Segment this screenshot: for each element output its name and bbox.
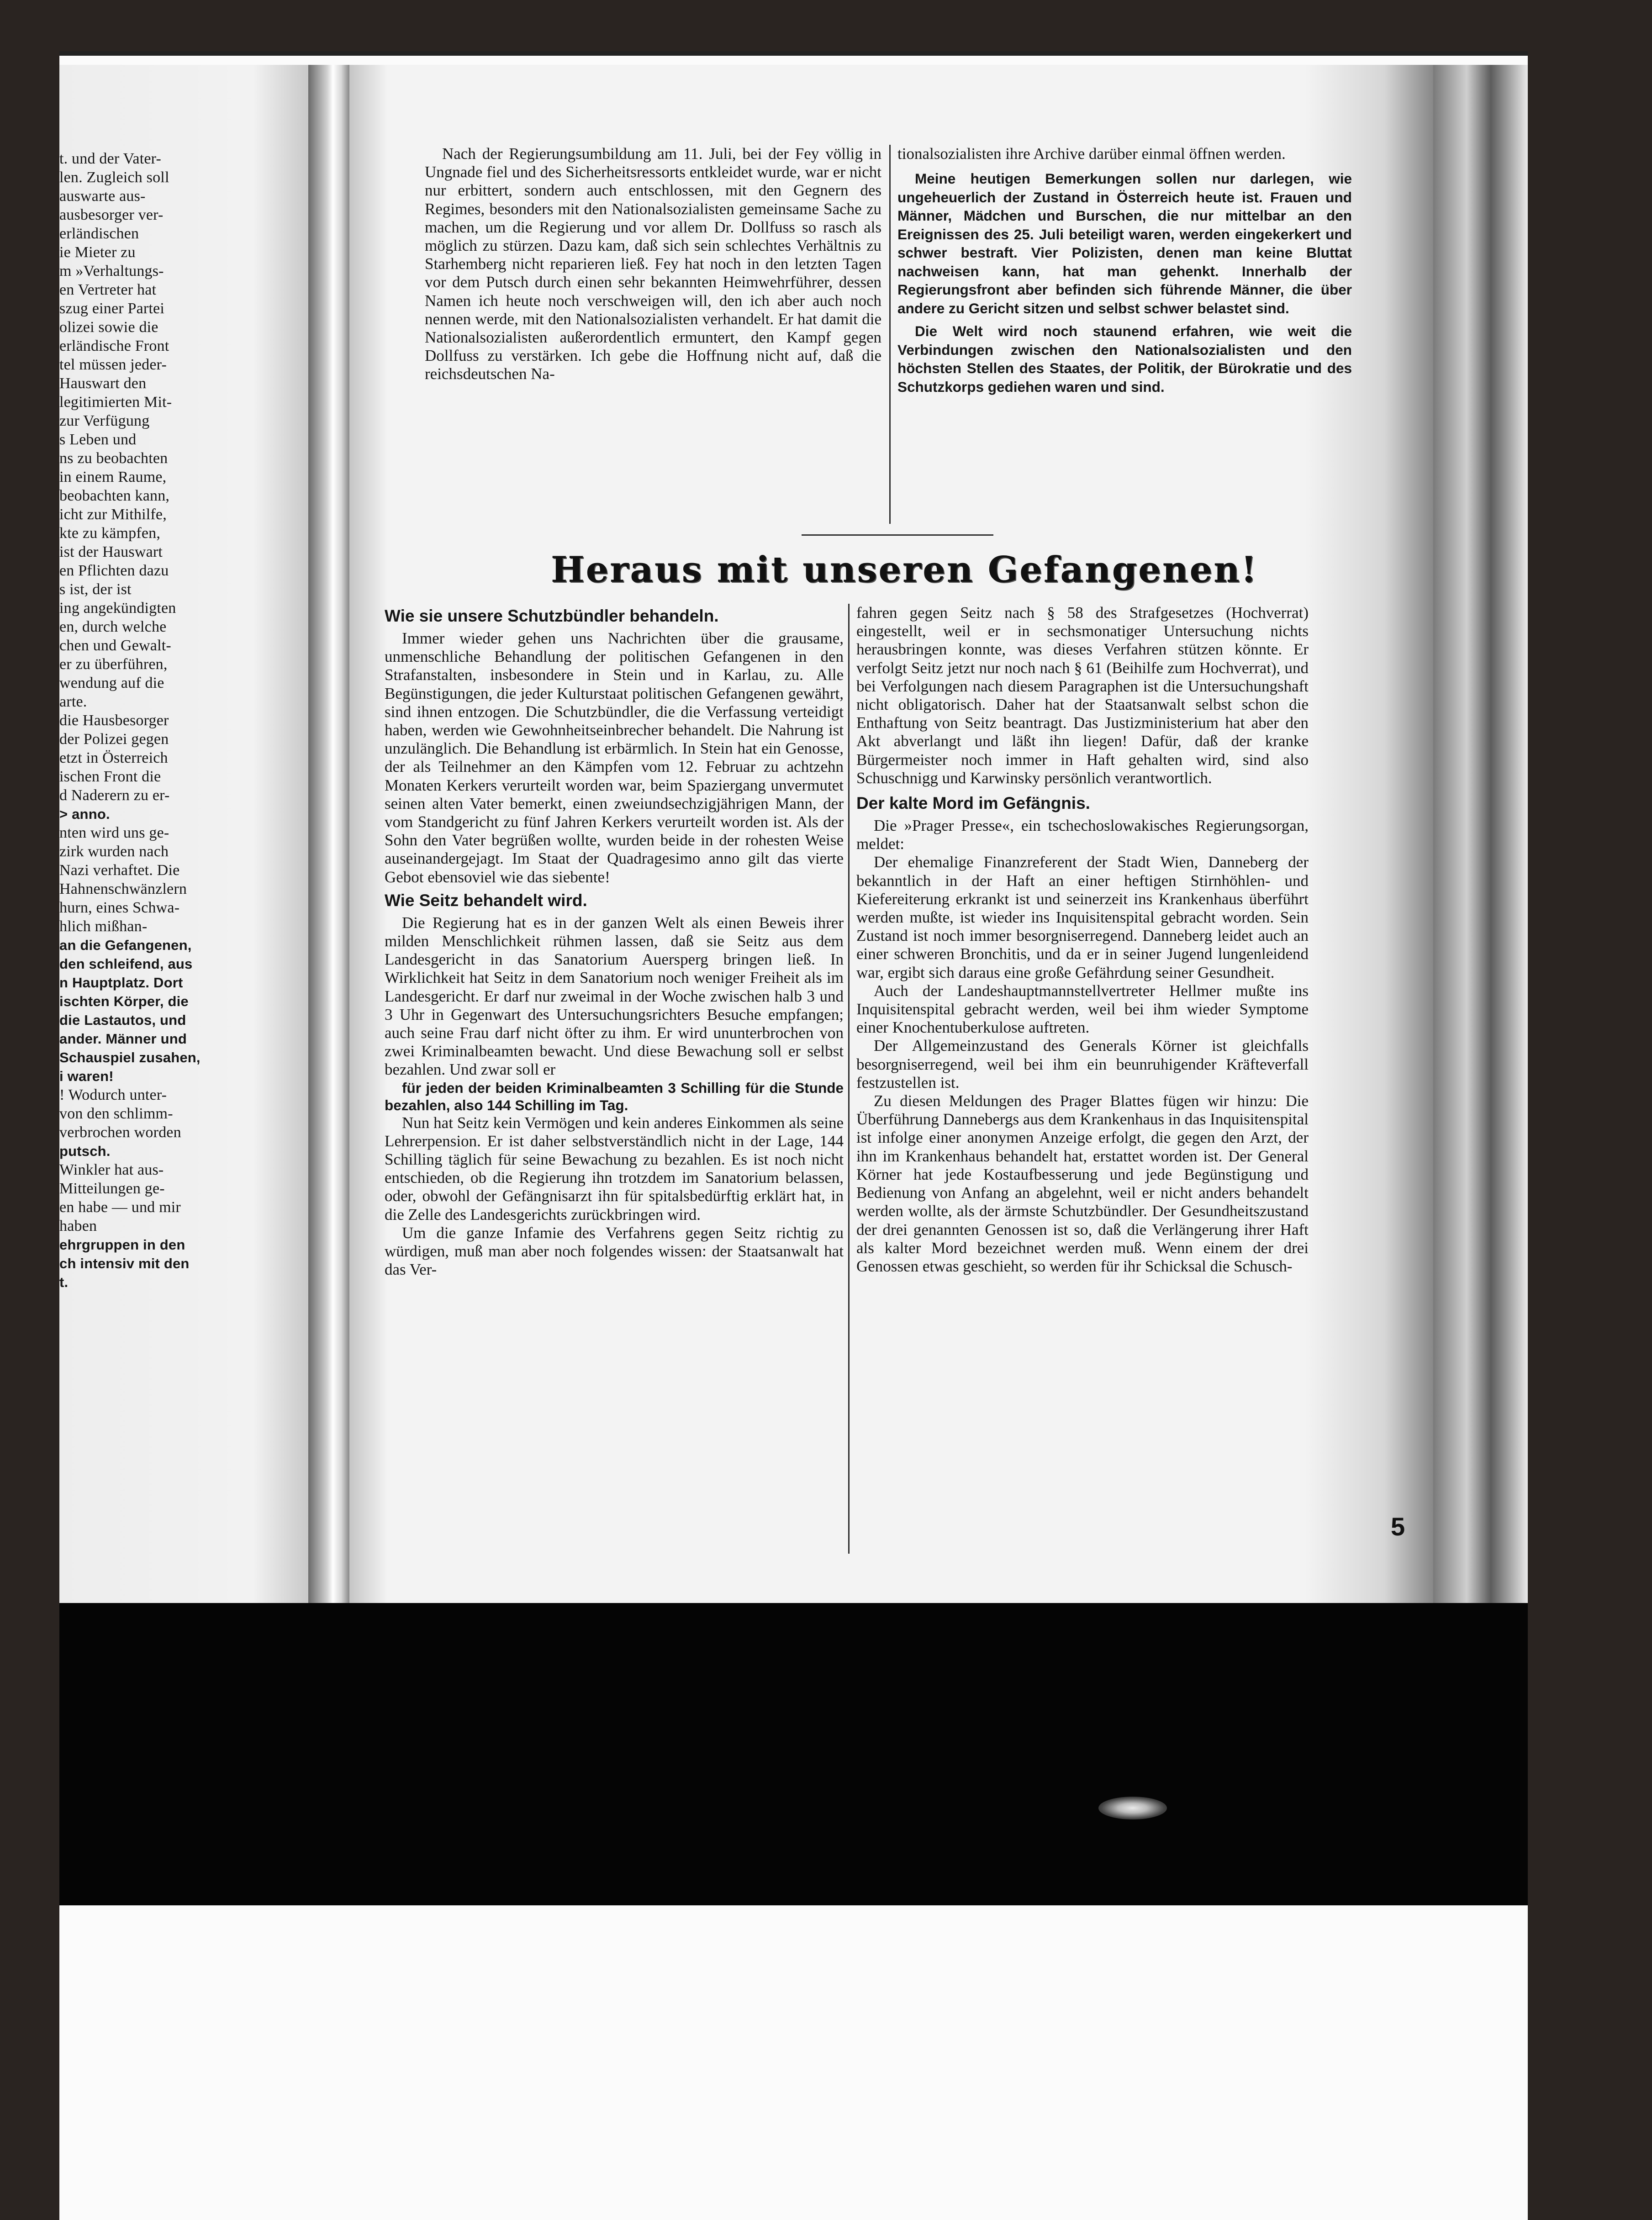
- left-page-line: ist der Hauswart: [59, 543, 163, 560]
- paragraph-seitz-2: Nun hat Seitz kein Vermögen und kein anderes Einkommen als seine Lehrerpension. Er ist daher selbstverständlich nicht in der Lage, 144 Schilling täglich für seine Bewachung zu bezahlen. Es ist noch nicht entschieden, ob die Regierung ihn trotzdem im Sanatorium belassen, oder, obwohl der Gefängnisarzt ihn für spitalsbedürftig erklärt hat, in die Zelle des Landesgerichts zurückbringen wird.: [385, 1113, 844, 1223]
- paragraph-seitz-3: Um die ganze Infamie des Verfahrens gegen Seitz richtig zu würdigen, muß man aber noch folgendes wissen: der Staatsanwalt hat das Ver-: [385, 1223, 844, 1279]
- left-page-line: von den schlimm-: [59, 1105, 173, 1122]
- left-page-line: n Hauptplatz. Dort: [59, 975, 183, 991]
- page-stack-edge: [1433, 65, 1528, 1618]
- left-page-line: die Hausbesorger: [59, 712, 169, 729]
- left-page-line: ausbesorger ver-: [59, 206, 164, 223]
- left-page-line: s ist, der ist: [59, 581, 132, 598]
- left-page-line: en Pflichten dazu: [59, 562, 169, 579]
- left-page-line: Hauswart den: [59, 375, 147, 392]
- left-page-line: Mitteilungen ge-: [59, 1180, 165, 1197]
- left-page-line: > anno.: [59, 806, 110, 822]
- left-page-line: zirk wurden nach: [59, 843, 169, 860]
- top-column-1: [425, 145, 881, 510]
- left-page-line: legitimierten Mit-: [59, 394, 172, 411]
- left-page-line: an die Gefangenen,: [59, 937, 192, 953]
- left-page-line: ischten Körper, die: [59, 993, 189, 1009]
- left-page-line: etzt in Österreich: [59, 749, 168, 766]
- left-page-line: Hahnenschwänzlern: [59, 881, 187, 897]
- left-page-line: s Leben und: [59, 431, 137, 448]
- left-page-line: arte.: [59, 693, 87, 710]
- left-page-line: nten wird uns ge-: [59, 824, 169, 841]
- article-column-left: [385, 604, 844, 1577]
- left-page-line: hurn, eines Schwa-: [59, 899, 180, 916]
- left-page-line: hlich mißhan-: [59, 918, 148, 935]
- left-page-line: den schleifend, aus: [59, 956, 193, 972]
- top-paragraph-world: Die Welt wird noch staunend erfahren, wie weit die Verbindungen zwischen den Nationalsozialisten und den höchsten Stellen des Staates, der Politik, der Bürokratie und des Schutzkorps gediehen waren und sind.: [897, 323, 1352, 395]
- heading-seitz: Wie Seitz behandelt wird.: [385, 891, 587, 910]
- left-page-line: putsch.: [59, 1143, 111, 1159]
- left-page-line: ch intensiv mit den: [59, 1255, 190, 1271]
- left-page-fragment: [59, 65, 336, 1604]
- left-page-line: en habe — und mir: [59, 1199, 181, 1216]
- left-page-line: ! Wodurch unter-: [59, 1086, 167, 1103]
- left-page-line: die Lastautos, und: [59, 1012, 186, 1028]
- left-page-line: er zu überführen,: [59, 656, 168, 673]
- left-page-line: len. Zugleich soll: [59, 169, 169, 186]
- paragraph-schutzbuendler: Immer wieder gehen uns Nachrichten über die grausame, unmenschliche Behandlung der politischen Gefangenen in den Strafanstalten, insbesondere in Stein und in Karlau, zu. Alle Begünstigungen, die jeder Kulturstaat politischen Gefangenen gewährt, sind ihnen entzogen. Die Schutzbündler, die die Verfassung verteidigt haben, werden wie Gewohnheitseinbrecher behandelt. Die Nahrung ist unzulänglich. Die Behandlung ist erbärmlich. In Stein hat ein Genosse, der als Teilnehmer an den Kämpfen vom 12. Februar zu achtzehn Monaten Kerkers verurteilt worden war, beim Spaziergang unvermutet seinen alten Vater bemerkt, einen zweiundsechzigjährigen Mann, der vom Standgericht zu fünf Jahren Kerkers verurteilt worden ist. Als der Sohn den Vater begrüßen wollte, wurden beide in der rohesten Weise auseinandergejagt. Im Staat der Quadragesimo anno gilt das vierte Gebot ebensoviel wie das siebente!: [385, 629, 844, 886]
- paragraph-meldungen: Zu diesen Meldungen des Prager Blattes fügen wir hinzu: Die Überführung Dannebergs aus dem Krankenhaus in das Inquisitenspital ist infolge einer anonymen Anzeige erfolgt, die gegen den Arzt, der ihn im Krankenhaus behandelt hat, erstattet worden ist. Der General Körner hat jede Kostaufbesserung und jede Begünstigung und Bedienung von Anfang an abgelehnt, weil er nicht anders behandelt werden wollte, als der ärmste Schutzbündler. Der Gesundheitszustand der drei genannten Genossen ist so, daß die Verlängerung ihrer Haft als kalter Mord bezeichnet werden muß. Wenn einem der drei Genossen etwas geschieht, so werden für ihr Schicksal die Schusch-: [856, 1092, 1309, 1275]
- left-page-line: t.: [59, 1274, 69, 1290]
- left-page-line: zur Verfügung: [59, 412, 150, 429]
- paragraph-prager-presse: Die »Prager Presse«, ein tschechoslowakisches Regierungsorgan, meldet:: [856, 817, 1309, 853]
- left-page-line: en Vertreter hat: [59, 281, 157, 298]
- top-paragraph-fey: Nach der Regierungsumbildung am 11. Juli, bei der Fey völlig in Ungnade fiel und des Sicherheitsressorts entkleidet wurde, war er nicht nur erbittert, sondern auch entschlossen, mit den Gegnern des Regimes, besonders mit den Nationalsozialisten gemeinsame Sache zu machen, um die Regierung und vor allem Dr. Dollfuss so rasch als möglich zu stürzen. Dazu kam, daß sich sein schlechtes Verhältnis zu Starhemberg nicht reparieren ließ. Fey hat noch in den letzten Tagen vor dem Putsch durch einen sehr bekannten Heimwehrführer, dessen Namen ich heute noch verschweigen will, den ich aber auch noch nennen werde, mit den Nationalsozialisten verhandelt. Er hat damit die Nationalsozialisten außerordentlich ermuntert, den Kampf gegen Dollfuss zu verstärken. Ich gebe die Hoffnung nicht auf, daß die reichsdeutschen Na-: [425, 145, 881, 383]
- article-column-right: [856, 604, 1309, 1577]
- left-page-line: erländische Front: [59, 337, 169, 354]
- left-page-line: t. und der Vater-: [59, 150, 162, 167]
- paragraph-seitz-1: Die Regierung hat es in der ganzen Welt als einen Beweis ihrer milden Menschlichkeit rühmen lassen, daß sie Seitz aus dem Landesgericht in das Sanatorium Auersperg bringen ließ. In Wirklichkeit hat Seitz in dem Sanatorium noch weniger Freiheit als im Landesgericht. Er darf nur zweimal in der Woche zwischen halb 3 und 3 Uhr in Gegenwart des Untersuchungsrichters Besuche empfangen; auch seine Frau darf nicht öfter zu ihm. Er wird ununterbrochen von zwei Kriminalbeamten bewacht. Und diese Bewachung soll er selbst bezahlen. Und zwar soll er: [385, 913, 844, 1079]
- column-divider-top: [889, 145, 891, 524]
- left-page-line: tel müssen jeder-: [59, 356, 167, 373]
- book-gutter: [308, 65, 349, 1604]
- left-page-line: en, durch welche: [59, 618, 167, 635]
- paragraph-verfahren: fahren gegen Seitz nach § 58 des Strafgesetzes (Hochverrat) eingestellt, weil er in sechsmonatiger Untersuchung nichts herausbringen konnte, was dieses Verfahren stützen könnte. Er verfolgt Seitz jetzt nur noch nach § 61 (Beihilfe zum Hochverrat), und bei Verfolgungen nach diesem Paragraphen ist die Untersuchungshaft nicht obligatorisch. Daher hat der Staatsanwalt selbst schon die Enthaftung von Seitz beantragt. Das Justizministerium hat aber den Akt abverlangt und läßt ihn liegen! Dafür, daß der kranke Bürgermeister noch immer in Haft gehalten wird, sind also Schuschnigg und Karwinsky persönlich verantwortlich.: [856, 604, 1309, 787]
- scan-background-band: [59, 1603, 1528, 1905]
- left-page-line: Winkler hat aus-: [59, 1161, 164, 1178]
- paragraph-koerner: Der Allgemeinzustand des Generals Körner ist gleichfalls besorgniserregend, weil bei ihm ein beunruhigender Kräfteverfall festzustellen ist.: [856, 1037, 1309, 1092]
- section-separator: [802, 534, 993, 536]
- scan-paper: [59, 51, 1528, 2220]
- left-page-line: i waren!: [59, 1068, 114, 1084]
- left-page-line: icht zur Mithilfe,: [59, 506, 167, 523]
- left-page-line: chen und Gewalt-: [59, 637, 171, 654]
- left-page-line: ns zu beobachten: [59, 450, 168, 467]
- column-divider-article: [848, 604, 850, 1554]
- left-page-line: Schauspiel zusahen,: [59, 1049, 201, 1065]
- left-page-line: szug einer Partei: [59, 300, 164, 317]
- top-paragraph-archive: tionalsozialisten ihre Archive darüber einmal öffnen werden.: [897, 145, 1286, 163]
- left-page-line: haben: [59, 1218, 97, 1234]
- top-border-line: [59, 51, 1528, 56]
- paragraph-danneberg: Der ehemalige Finanzreferent der Stadt Wien, Danneberg der bekanntlich in der Haft an einer heftigen Stirnhöhlen- und Kiefereiterung erkrankt ist und seinerzeit ins Krankenhaus überführt werden mußte, ist wieder ins Inquisitenspital gebracht worden. Sein Zustand ist noch immer besorgniserregend. Danneberg leidet auch an einer schweren Bronchitis, und da er in seiner Jugend lungenleidend war, ergibt sich daraus eine große Gefährdung seiner Gesundheit.: [856, 853, 1309, 981]
- left-page-line: ing angekündigten: [59, 600, 176, 617]
- top-paragraph-remarks: Meine heutigen Bemerkungen sollen nur darlegen, wie ungeheuerlich der Zustand in Österreich heute ist. Frauen und Männer, Mädchen und Burschen, die nur mittelbar an den Ereignissen des 25. Juli beteiligt waren, werden eingekerkert und schwer bestraft. Vier Polizisten, denen man keine Bluttat nachweisen kann, hat man gehenkt. Innerhalb der Regierungsfront aber befinden sich führende Männer, die über andere zu Gericht sitzen und selbst schwer belastet sind.: [897, 170, 1352, 316]
- left-page-line: verbrochen worden: [59, 1124, 181, 1141]
- left-page-text-column: [59, 149, 297, 1292]
- page-number: 5: [1391, 1512, 1405, 1541]
- left-page-line: ehrgruppen in den: [59, 1237, 185, 1253]
- left-page-line: d Naderern zu er-: [59, 787, 170, 804]
- left-page-line: beobachten kann,: [59, 487, 170, 504]
- left-page-line: m »Verhaltungs-: [59, 263, 164, 279]
- article-headline: Heraus mit unseren Gefangenen!: [550, 549, 1258, 591]
- heading-schutzbuendler: Wie sie unsere Schutzbündler behandeln.: [385, 606, 719, 625]
- left-page-line: olizei sowie die: [59, 319, 158, 336]
- left-page-line: ie Mieter zu: [59, 244, 136, 261]
- left-page-line: in einem Raume,: [59, 469, 167, 485]
- left-page-line: der Polizei gegen: [59, 731, 169, 748]
- scan-artifact: [1098, 1797, 1167, 1819]
- left-page-line: wendung auf die: [59, 675, 164, 691]
- paragraph-seitz-bold: für jeden der beiden Kriminalbeamten 3 Schilling für die Stunde bezahlen, also 144 Schilling im Tag.: [385, 1079, 844, 1113]
- left-page-line: auswarte aus-: [59, 188, 146, 205]
- top-column-2: [897, 145, 1352, 524]
- left-page-line: kte zu kämpfen,: [59, 525, 161, 542]
- left-page-line: ander. Männer und: [59, 1031, 187, 1047]
- left-page-line: Nazi verhaftet. Die: [59, 862, 180, 879]
- left-page-line: ischen Front die: [59, 768, 161, 785]
- paragraph-hellmer: Auch der Landeshauptmannstellvertreter Hellmer mußte ins Inquisitenspital gebracht werden, weil bei ihm wieder Symptome einer Knochentuberkulose auftreten.: [856, 981, 1309, 1037]
- heading-kalter-mord: Der kalte Mord im Gefängnis.: [856, 794, 1090, 813]
- left-page-line: erländischen: [59, 225, 139, 242]
